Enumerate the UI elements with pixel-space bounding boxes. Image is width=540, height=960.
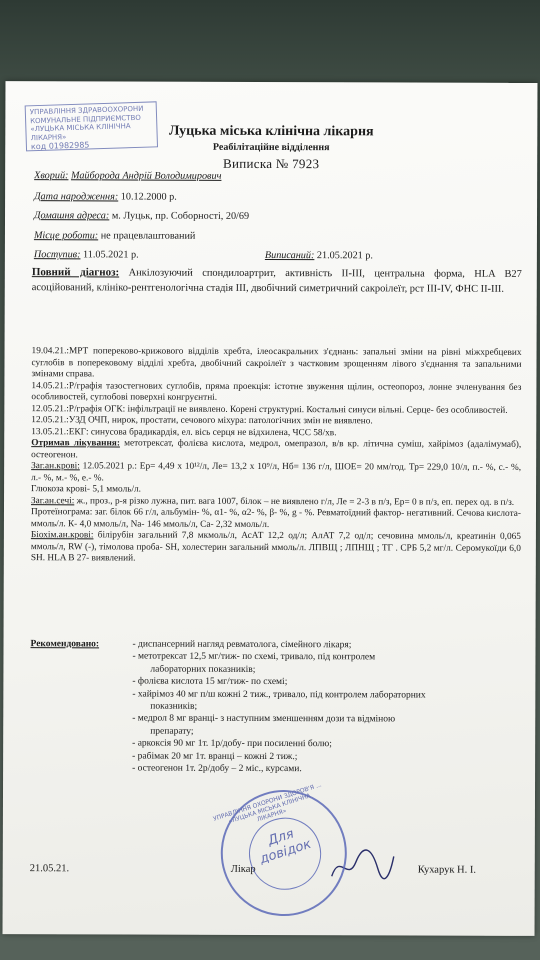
hospital-name: Луцька міська клінічна лікарня: [169, 123, 374, 140]
glucose-row: Глюкоза крові- 5,1 ммоль/л.: [31, 484, 142, 495]
finding-text: МРТ попереково-крижового відділів хребта, ілеосакральних з'єднань: запальні зміни на рівні міжхребцевих суглобів в поперековому відділі хребта, двобічний сакроілеїт з частковим зрощенням лівого з'єднання та запальними змінами справа.: [31, 346, 522, 380]
recommendation-item: лабораторних показників;: [150, 664, 256, 675]
patient-name-label: Хворий:: [34, 170, 69, 182]
blood-test-label: Заг.ан.крові:: [31, 461, 80, 472]
treatment-row: [31, 438, 521, 463]
recommendation-item: показників;: [150, 701, 198, 712]
finding-date: 14.05.21.:: [31, 380, 69, 391]
recommendation-item: - метотрексат 12,5 мг/тиж- по схемі, тривало, під контролем: [132, 651, 376, 663]
urine-test-label: Заг.ан.сечі:: [31, 495, 75, 506]
stamp-line: «ЛУЦЬКА МІСЬКА КЛІНІЧНА: [30, 122, 131, 134]
discharged-row: [265, 249, 373, 262]
work-label: Місце роботи:: [33, 230, 99, 242]
recommendations-block: [30, 638, 520, 776]
recommendation-item: - аркоксія 90 мг 1т. 1р/добу- при посиленні болю;: [132, 738, 332, 750]
finding-text: Р/графія тазостегнових суглобів, пряма проекція: істотне звуження щілин, остеопороз, лонне зчленування без особливостей, суглобові поверхні конгруєнтні.: [31, 380, 522, 403]
finding-date: 12.05.21.:: [31, 415, 69, 426]
department-name: Реабілітаційне відділення: [212, 141, 330, 154]
patient-name: Майборода Андрій Володимирович: [70, 170, 222, 182]
diagnosis-block: [32, 265, 522, 297]
seal-text: Для довідок: [258, 826, 314, 868]
biochem-label: Біохім.ан.крові:: [30, 530, 94, 541]
dob-label: Дата народження:: [34, 191, 119, 203]
urine-test-text: ж., проз., р-я різко лужна, пит. вага 1007, білок – не виявлено г/л, Ле = 2-3 в п/з, Ер= 0 в п/з, еп. перех од. в п/з.: [76, 495, 515, 508]
recommendation-item: - хайрімоз 40 мг п/ш кожні 2 тиж., тривало, під контролем лабораторних: [132, 689, 426, 701]
address-value: м. Луцьк, пр. Соборності, 20/69: [111, 210, 250, 222]
stamp-line: УПРАВЛІННЯ ЗДРАВООХОРОНИ: [29, 104, 144, 117]
admitted-value: 11.05.2021 р.: [83, 249, 139, 261]
recommendation-item: - фолієва кислота 15 мг/тиж- по схемі;: [132, 676, 288, 688]
treatment-label: Отримав лікування:: [31, 438, 120, 449]
finding-date: 13.05.21.:: [31, 426, 69, 437]
doctor-label: Лікар: [230, 863, 256, 875]
work-value: не працевлаштований: [100, 230, 196, 242]
address-label: Домашня адреса:: [34, 210, 110, 222]
blood-test-text: 12.05.2021 р.: Ер= 4,49 х 10¹²/л, Ле= 13,2 х 10⁹/л, Нб= 136 г/л, ШОЕ= 20 мм/год. Тр= 229,0 10/л, п.- %, с.- %, л.- %, м.- %, е.- %.: [31, 461, 522, 483]
extract-number: Виписка № 7923: [223, 155, 320, 172]
discharged-label: Виписаний:: [264, 249, 315, 262]
finding-item: [31, 381, 521, 406]
diagnosis-text: Анкілозуючий спондилоартрит, активність ІІ-ІІІ, центральна форма, HLA B27 асоційований, клініко-рентгенологічна стадія ІІІ, двобічний симетричний сакроілеїт, рст ІІІ-IV, ФНС ІІ-ІІІ.: [31, 267, 522, 295]
stamp-line: ЛІКАРНЯ»: [30, 132, 67, 142]
recommendation-item: - медрол 8 мг вранці- з наступним зменшенням дози та відміною: [132, 713, 396, 725]
treatment-text: метотрексат, фолієва кислота, медрол, омепразол, в/в кр. літична суміш, хайрімоз (адалімумаб), остеогенон.: [31, 438, 522, 460]
biochem-text: білірубін загальний 7,8 мкмоль/л, АсАТ 12,2 од/л; АлАТ 7,2 од/л; сечовина ммоль/л, креатинін 0,065 ммоль/л, RW (-), тімолова проба- SH, холестерин загальний ммоль/л. ЛПВЩ ; ЛПНЩ ; ТГ . СРБ 5,2 мг/л. Серомукоїди 6,0 SH. HLA B 27- виявлений.: [30, 530, 521, 564]
dob-value: 10.12.2000 р.: [120, 191, 177, 203]
blood-test-row: [31, 461, 521, 486]
recommendation-item: - остеогенон 1т. 2р/добу – 2 міс., курсами.: [132, 763, 302, 775]
stamp-line: КОМУНАЛЬНЕ ПІДПРИЄМСТВО: [30, 113, 141, 125]
finding-text: ЕКГ: синусова брадикардія, ел. вісь серця не відхилена, ЧСС 58/хв.: [68, 426, 337, 438]
recommendation-item: препарату;: [150, 726, 194, 737]
doctor-name: Кухарук Н. І.: [417, 864, 477, 876]
footer-date: 21.05.21.: [29, 863, 70, 875]
work-row: [34, 229, 195, 243]
document-sheet: [3, 81, 538, 936]
finding-text: Р/графія ОГК: інфільтрації не виявлено. Корені структурні. Костальні синуси вільні. Серце- без особливостей.: [68, 403, 508, 416]
protein-row: Протеїнограма: заг. білок 66 г/л, альбумін- %, α1- %, α2- %, β- %, g - %. Ревматоїдний фактор- негативний. Сечова кислота- ммоль/л. К- 4,0 ммоль/л, Na- 146 ммоль/л, Ca- 2,32 ммоль/л.: [30, 507, 522, 530]
address-row: [34, 209, 249, 223]
finding-text: УЗД ОЧП, нирок, простати, сечового міхура: патологічних змін не виявлено.: [68, 415, 373, 427]
seal-ring-text: УПРАВЛІННЯ ОХОРОНИ ЗДОРОВ'Я ... «ЛУЦЬКА МІСЬКА КЛІНІЧНА ЛІКАРНЯ»: [212, 781, 323, 826]
findings-block: [31, 346, 522, 566]
finding-date: 19.04.21.:: [31, 346, 70, 357]
finding-item: [31, 346, 521, 382]
admitted-label: Поступив:: [33, 249, 81, 261]
diagnosis-label: Повний діагноз:: [31, 266, 120, 279]
dob-row: [34, 190, 177, 203]
recommendation-item: - рабімак 20 мг 1т. вранці – кожні 2 тиж.;: [132, 751, 298, 762]
stamp-code: код 01982985: [30, 140, 90, 152]
patient-name-row: [34, 169, 221, 183]
round-seal: [205, 774, 363, 932]
admitted-row: [34, 248, 139, 261]
recommendation-item: - диспансерний нагляд ревматолога, сімейного лікаря;: [132, 639, 352, 651]
recommendations-label: Рекомендовано:: [30, 639, 100, 650]
biochem-row: [31, 530, 521, 566]
finding-date: 12.05.21.:: [31, 403, 69, 414]
discharged-value: 21.05.2021 р.: [316, 250, 373, 262]
recommendations-list: [132, 639, 520, 777]
